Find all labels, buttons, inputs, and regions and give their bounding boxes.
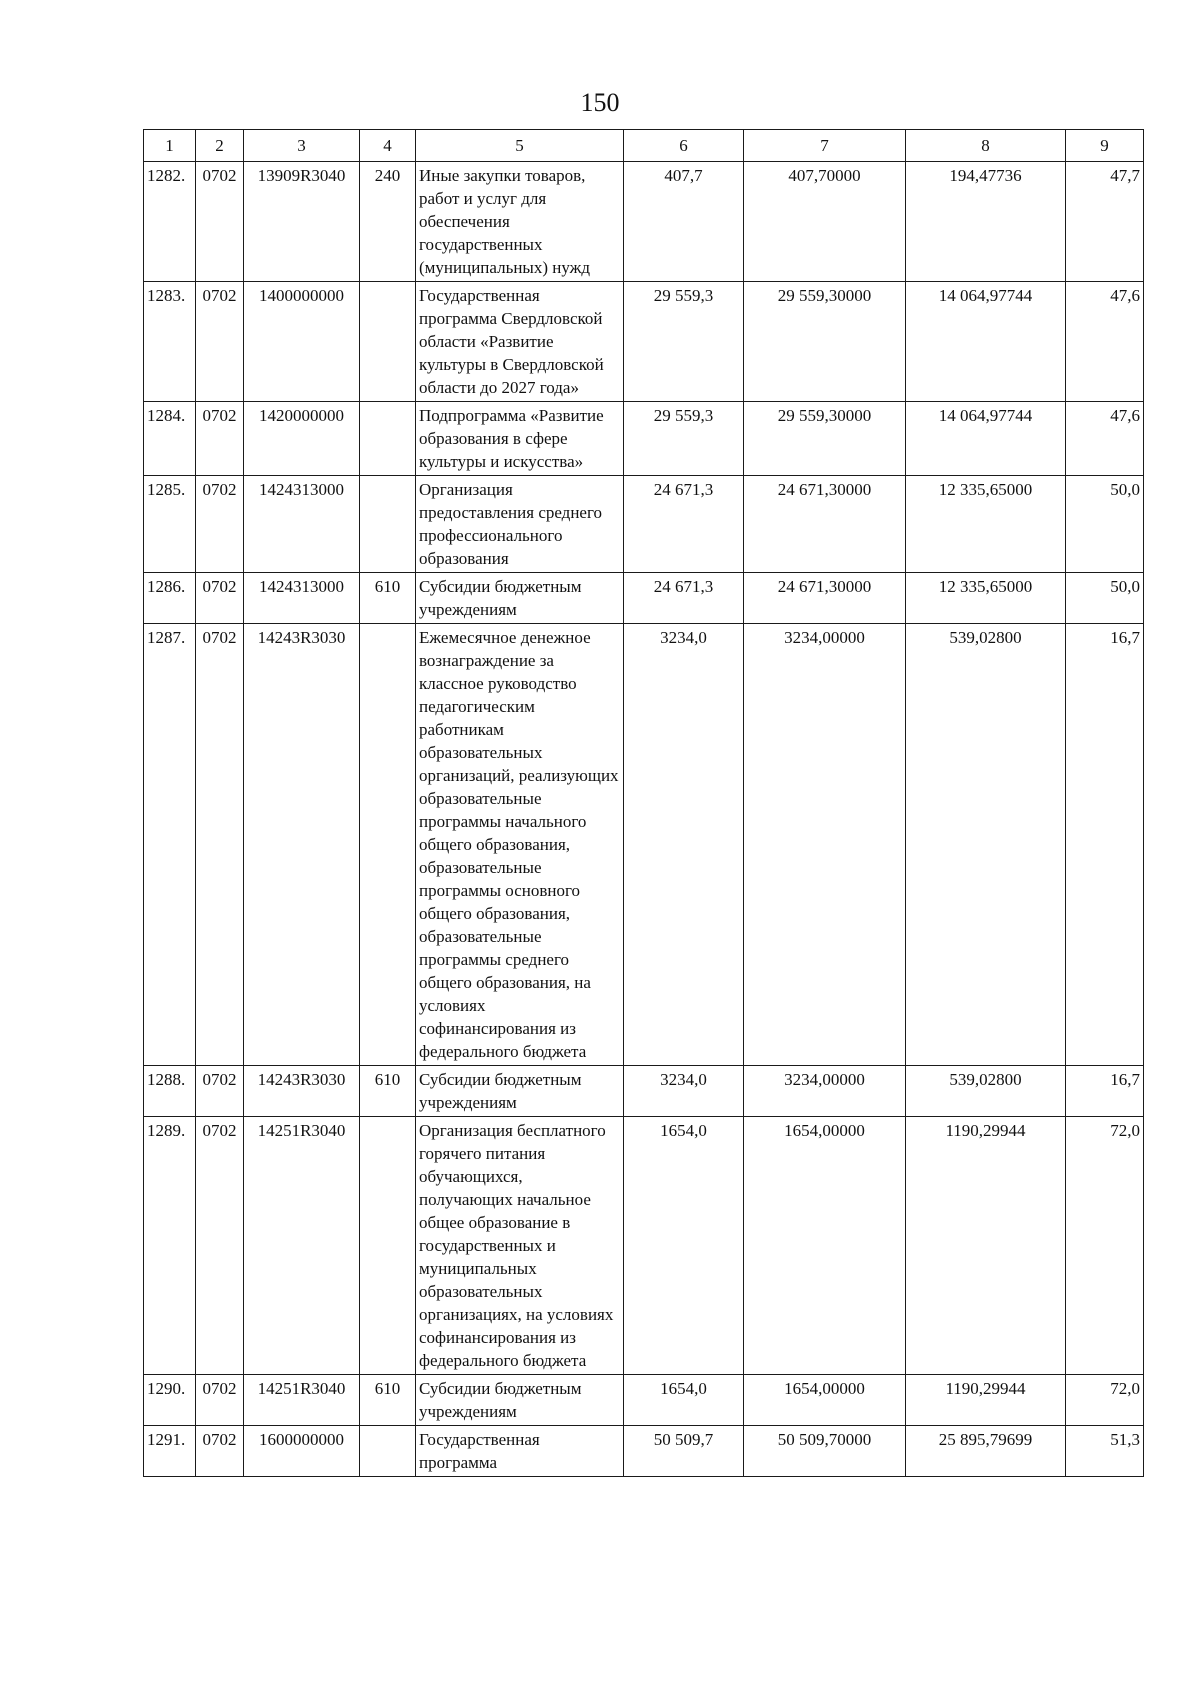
section-code: 0702 [196,1066,244,1117]
percent-value: 50,0 [1066,476,1144,573]
item-description: Организация бесплатного горячего питания обучающихся, получающих начальное общее образование в государственных и муниципальных образовательных организациях, на условиях софинансирования из федерального бюджета [416,1117,624,1375]
percent-value: 47,7 [1066,162,1144,282]
budget-table [143,129,1144,1477]
target-article-code: 14251R3040 [244,1117,360,1375]
value-col6: 29 559,3 [624,282,744,402]
target-article-code: 14243R3030 [244,1066,360,1117]
item-description: Государственная программа [416,1426,624,1477]
percent-value: 72,0 [1066,1117,1144,1375]
column-header: 3 [244,130,360,162]
value-col8: 539,02800 [906,624,1066,1066]
target-article-code: 14243R3030 [244,624,360,1066]
item-description: Субсидии бюджетным учреждениям [416,1375,624,1426]
column-header: 4 [360,130,416,162]
item-description: Иные закупки товаров, работ и услуг для обеспечения государственных (муниципальных) нужд [416,162,624,282]
column-header: 7 [744,130,906,162]
section-code: 0702 [196,402,244,476]
row-number: 1287. [144,624,196,1066]
item-description: Субсидии бюджетным учреждениям [416,573,624,624]
value-col7: 3234,00000 [744,624,906,1066]
row-number: 1284. [144,402,196,476]
value-col6: 24 671,3 [624,476,744,573]
value-col6: 407,7 [624,162,744,282]
expense-type-code: 610 [360,1375,416,1426]
value-col7: 407,70000 [744,162,906,282]
expense-type-code [360,1117,416,1375]
item-description: Государственная программа Свердловской области «Развитие культуры в Свердловской области до 2027 года» [416,282,624,402]
value-col8: 14 064,97744 [906,402,1066,476]
expense-type-code: 610 [360,1066,416,1117]
value-col7: 24 671,30000 [744,573,906,624]
table-row [144,402,1144,476]
row-number: 1283. [144,282,196,402]
value-col7: 1654,00000 [744,1375,906,1426]
item-description: Субсидии бюджетным учреждениям [416,1066,624,1117]
item-description: Ежемесячное денежное вознаграждение за классное руководство педагогическим работникам образовательных организаций, реализующих образовательные программы начального общего образования, образовательные программы основного общего образования, образовательные программы среднего общего образования, на условиях софинансирования из федерального бюджета [416,624,624,1066]
table-row [144,162,1144,282]
value-col6: 29 559,3 [624,402,744,476]
value-col8: 14 064,97744 [906,282,1066,402]
target-article-code: 1420000000 [244,402,360,476]
target-article-code: 1424313000 [244,476,360,573]
column-header: 2 [196,130,244,162]
section-code: 0702 [196,1117,244,1375]
section-code: 0702 [196,1375,244,1426]
column-header: 9 [1066,130,1144,162]
expense-type-code [360,402,416,476]
percent-value: 16,7 [1066,624,1144,1066]
percent-value: 47,6 [1066,282,1144,402]
value-col7: 29 559,30000 [744,282,906,402]
value-col8: 1190,29944 [906,1117,1066,1375]
value-col6: 1654,0 [624,1375,744,1426]
row-number: 1286. [144,573,196,624]
value-col6: 3234,0 [624,1066,744,1117]
percent-value: 16,7 [1066,1066,1144,1117]
row-number: 1289. [144,1117,196,1375]
section-code: 0702 [196,1426,244,1477]
value-col7: 3234,00000 [744,1066,906,1117]
section-code: 0702 [196,573,244,624]
value-col8: 25 895,79699 [906,1426,1066,1477]
value-col8: 1190,29944 [906,1375,1066,1426]
section-code: 0702 [196,282,244,402]
expense-type-code [360,476,416,573]
value-col6: 24 671,3 [624,573,744,624]
expense-type-code [360,624,416,1066]
table-row [144,476,1144,573]
row-number: 1291. [144,1426,196,1477]
column-header: 5 [416,130,624,162]
expense-type-code: 610 [360,573,416,624]
value-col7: 50 509,70000 [744,1426,906,1477]
value-col6: 1654,0 [624,1117,744,1375]
target-article-code: 13909R3040 [244,162,360,282]
value-col6: 50 509,7 [624,1426,744,1477]
row-number: 1288. [144,1066,196,1117]
percent-value: 51,3 [1066,1426,1144,1477]
value-col7: 24 671,30000 [744,476,906,573]
table-row [144,282,1144,402]
column-header: 6 [624,130,744,162]
table-row [144,1117,1144,1375]
expense-type-code [360,282,416,402]
value-col6: 3234,0 [624,624,744,1066]
row-number: 1285. [144,476,196,573]
percent-value: 50,0 [1066,573,1144,624]
header-row [144,130,1144,162]
value-col7: 1654,00000 [744,1117,906,1375]
target-article-code: 1424313000 [244,573,360,624]
table-row [144,1066,1144,1117]
target-article-code: 1600000000 [244,1426,360,1477]
value-col8: 539,02800 [906,1066,1066,1117]
item-description: Подпрограмма «Развитие образования в сфере культуры и искусства» [416,402,624,476]
expense-type-code [360,1426,416,1477]
column-header: 8 [906,130,1066,162]
item-description: Организация предоставления среднего профессионального образования [416,476,624,573]
target-article-code: 1400000000 [244,282,360,402]
section-code: 0702 [196,624,244,1066]
value-col8: 194,47736 [906,162,1066,282]
value-col8: 12 335,65000 [906,573,1066,624]
section-code: 0702 [196,162,244,282]
table-row [144,624,1144,1066]
value-col8: 12 335,65000 [906,476,1066,573]
expense-type-code: 240 [360,162,416,282]
target-article-code: 14251R3040 [244,1375,360,1426]
table-row [144,1426,1144,1477]
row-number: 1282. [144,162,196,282]
section-code: 0702 [196,476,244,573]
table-row [144,573,1144,624]
page-number: 150 [580,88,620,117]
percent-value: 47,6 [1066,402,1144,476]
row-number: 1290. [144,1375,196,1426]
percent-value: 72,0 [1066,1375,1144,1426]
table-row [144,1375,1144,1426]
value-col7: 29 559,30000 [744,402,906,476]
column-header: 1 [144,130,196,162]
